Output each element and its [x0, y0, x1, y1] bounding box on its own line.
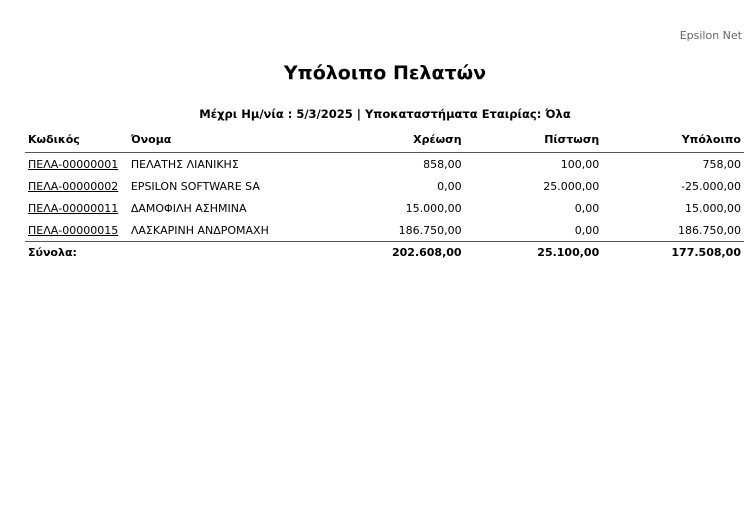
balance-table: [25, 126, 744, 262]
balance-cell: 15.000,00: [685, 201, 741, 215]
table-row: [25, 153, 744, 176]
debit-cell: 858,00: [423, 157, 462, 171]
column-header-code: Κωδικός: [25, 126, 128, 153]
customer-name-cell: EPSILON SOFTWARE SA: [130, 179, 260, 193]
column-header-debit: Χρέωση: [352, 126, 464, 153]
credit-cell: 0,00: [574, 201, 600, 215]
customer-code-cell: [25, 219, 128, 242]
customer-name-cell: ΔΑΜΟΦΙΛΗ ΑΣΗΜΙΝΑ: [130, 201, 247, 215]
table-row: [25, 219, 744, 242]
debit-cell: 0,00: [437, 179, 462, 193]
brand-label: Epsilon Net: [679, 29, 742, 42]
debit-cell: 186.750,00: [398, 223, 462, 237]
table-row: [25, 175, 744, 197]
customer-code-link[interactable]: ΠΕΛΑ-00000002: [28, 179, 119, 193]
customer-code-cell: [25, 175, 128, 197]
total-credit-cell: 25.100,00: [465, 242, 603, 263]
credit-cell: 100,00: [560, 157, 600, 171]
customer-code-link[interactable]: ΠΕΛΑ-00000015: [28, 223, 119, 237]
column-header-name: Όνομα: [128, 126, 352, 153]
totals-label: Σύνολα:: [25, 242, 128, 263]
totals-empty-cell: [128, 242, 352, 263]
column-header-balance: Υπόλοιπο: [602, 126, 744, 153]
customer-code-cell: [25, 197, 128, 219]
table-header-row: [25, 126, 744, 153]
totals-row: [25, 242, 744, 263]
column-header-credit: Πίστωση: [465, 126, 603, 153]
balance-cell: 186.750,00: [678, 223, 741, 237]
report-title: Υπόλοιπο Πελατών: [283, 62, 487, 84]
report-subtitle: Μέχρι Ημ/νία : 5/3/2025 | Υποκαταστήματα Εταιρίας: Όλα: [199, 107, 571, 121]
credit-cell: 0,00: [574, 223, 600, 237]
table-row: [25, 197, 744, 219]
customer-code-link[interactable]: ΠΕΛΑ-00000001: [28, 157, 119, 171]
balance-cell: -25.000,00: [681, 179, 741, 193]
customer-code-link[interactable]: ΠΕΛΑ-00000011: [28, 201, 119, 215]
balance-cell: 758,00: [702, 157, 741, 171]
customer-name-cell: ΠΕΛΑΤΗΣ ΛΙΑΝΙΚΗΣ: [130, 157, 239, 171]
customer-name-cell: ΛΑΣΚΑΡΙΝΗ ΑΝΔΡΟΜΑΧΗ: [130, 223, 269, 237]
total-debit-cell: 202.608,00: [352, 242, 464, 263]
debit-cell: 15.000,00: [405, 201, 462, 215]
credit-cell: 25.000,00: [543, 179, 600, 193]
customer-code-cell: [25, 153, 128, 176]
total-balance-cell: 177.508,00: [602, 242, 744, 263]
